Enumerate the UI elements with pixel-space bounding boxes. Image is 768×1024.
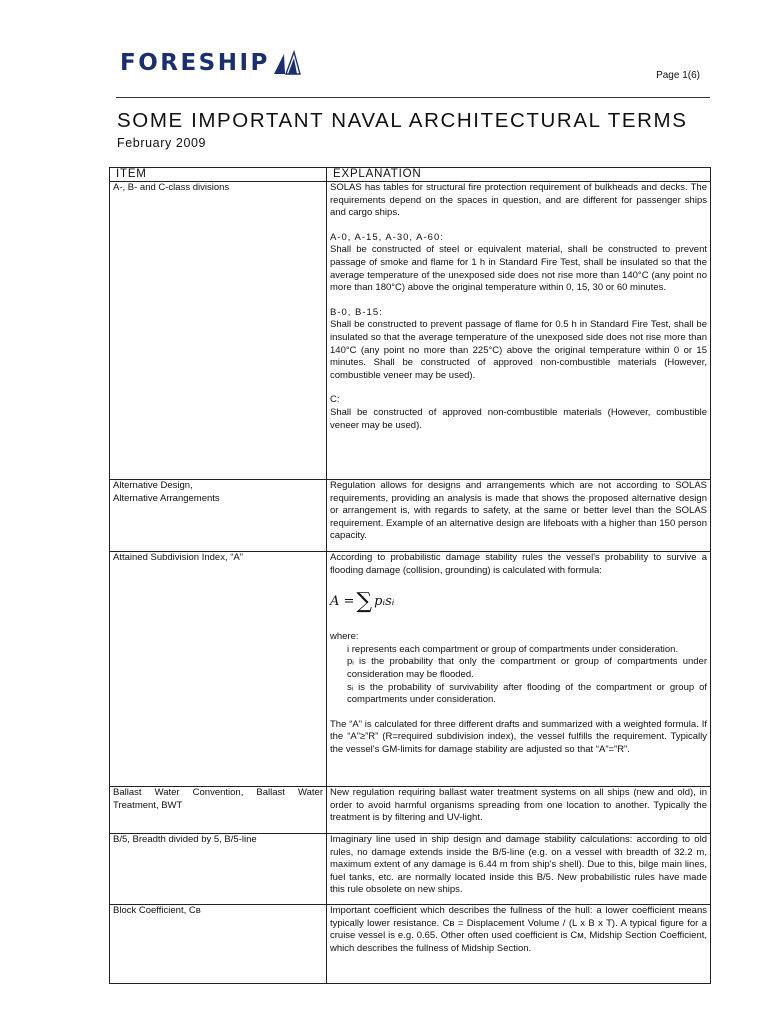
item-cell: Ballast Water Convention, Ballast Water Treatment, BWT [110, 787, 327, 834]
table-row [110, 834, 711, 905]
explanation-paragraph: Shall be constructed of approved non-combustible materials (However, combustible veneer may be used). [330, 406, 707, 431]
explanation-paragraph: Shall be constructed to prevent passage of flame for 0.5 h in Standard Fire Test, shall be insulated so that the average temperature of the unexposed side does not rise more than 140°C (any point no more than 225°C) above the original temperature within 0 or 15 minutes. Shall be constructed of approved non-combustible materials (However, combustible veneer may be used). [330, 319, 707, 381]
explanation-paragraph: Imaginary line used in ship design and damage stability calculations: according to old rules, no damage extends inside the B/5-line (e.g. on a vessel with breadth of 32.2 m, maximum extent of any damage is 6.44 m from ship's shell). Due to this, bilge main lines, fuel tanks, etc. are normally located inside this B/5. New probabilistic rules have made this rule obsolete on new ships. [330, 834, 707, 896]
definition-item: pᵢ is the probability that only the compartment or group of compartments under consideration may be flooded. [347, 656, 707, 680]
explanation-cell [327, 552, 711, 787]
page-number: Page 1(6) [656, 70, 700, 81]
explanation-paragraph: The “A” is calculated for three different drafts and summarized with a weighted formula. If the “A”≥”R” (R=required subdivision index), the vessel fulfills the requirement. Typically the vessel's GM-limits for damage stability are adjusted so that “A”=”R”. [330, 718, 707, 755]
document-date: February 2009 [117, 136, 207, 150]
sail-logo-icon [272, 50, 302, 76]
explanation-cell [327, 182, 711, 480]
explanation-cell [327, 905, 711, 984]
explanation-paragraph: Important coefficient which describes the fullness of the hull: a lower coefficient means typically lower resistance. Cʙ = Displacement Volume / (L x B x T). A typical figure for a cruise vessel is e.g. 0.65. Other often used coefficient is Cᴍ, Midship Section Coefficient, which describes the fullness of Midship Section. [330, 905, 707, 954]
explanation-paragraph: According to probabilistic damage stability rules the vessel's probability to survive a flooding damage (collision, grounding) is calculated with formula: [330, 552, 707, 576]
table-row [110, 552, 711, 787]
item-cell: Block Coefficient, Cʙ [110, 905, 327, 984]
header-divider [116, 97, 710, 98]
subheading: A-0, A-15, A-30, A-60: [330, 231, 444, 243]
logo-text: FORESHIP [120, 50, 270, 76]
explanation-paragraph: Shall be constructed of steel or equivalent material, shall be constructed to prevent passage of smoke and flame for 1 h in Standard Fire Test, shall be insulated so that the average temperature of the unexposed side does not rise more than 140°C (any point no more than 180°C) above the original temperature within 0, 15, 30 or 60 minutes. [330, 244, 707, 294]
table-row [110, 905, 711, 984]
subheading: B-0, B-15: [330, 306, 383, 318]
item-cell: Attained Subdivision Index, “A” [110, 552, 327, 787]
table-row [110, 182, 711, 480]
explanation-paragraph: Regulation allows for designs and arrangements which are not according to SOLAS requirements, providing an analysis is made that shows the proposed alternative design or arrangement is, with regards to safety, at the same or better level than the SOLAS requirement. Example of an alternative design are lifeboats with a higher than 150 person capacity. [330, 480, 707, 542]
summation-formula [330, 589, 707, 615]
explanation-cell [327, 834, 711, 905]
column-header-item: ITEM [110, 168, 327, 182]
foreship-logo [120, 50, 302, 76]
terms-table [109, 167, 711, 984]
column-header-explanation: EXPLANATION [327, 168, 711, 182]
subheading: C: [330, 394, 340, 406]
item-cell [110, 480, 327, 552]
table-row [110, 480, 711, 552]
definition-item: i represents each compartment or group of compartments under consideration. [347, 643, 679, 655]
formula-lhs: A = [330, 593, 355, 609]
definition-item: sᵢ is the probability of survivability after flooding of the compartment or group of compartments under consideration. [347, 681, 707, 706]
table-header-row [110, 168, 711, 182]
explanation-cell [327, 787, 711, 834]
formula-rhs: pᵢsᵢ [374, 593, 395, 609]
explanation-paragraph: SOLAS has tables for structural fire protection requirement of bulkheads and decks. The requirements depend on the spaces in question, and are different for passenger ships and cargo ships. [330, 182, 707, 219]
explanation-cell [327, 480, 711, 552]
item-line: Alternative Design, [113, 480, 193, 491]
item-cell: B/5, Breadth divided by 5, B/5-line [110, 834, 327, 905]
where-label: where: [330, 631, 359, 643]
table-row [110, 787, 711, 834]
summation-sign: ∑ [356, 588, 373, 614]
document-title: SOME IMPORTANT NAVAL ARCHITECTURAL TERMS [117, 109, 688, 132]
item-line: Alternative Arrangements [113, 492, 220, 504]
item-cell: A-, B- and C-class divisions [110, 182, 327, 480]
explanation-paragraph: New regulation requiring ballast water treatment systems on all ships (new and old), in order to avoid harmful organisms spreading from one location to another. Typically the treatment is by filtering and UV-light. [330, 787, 707, 824]
